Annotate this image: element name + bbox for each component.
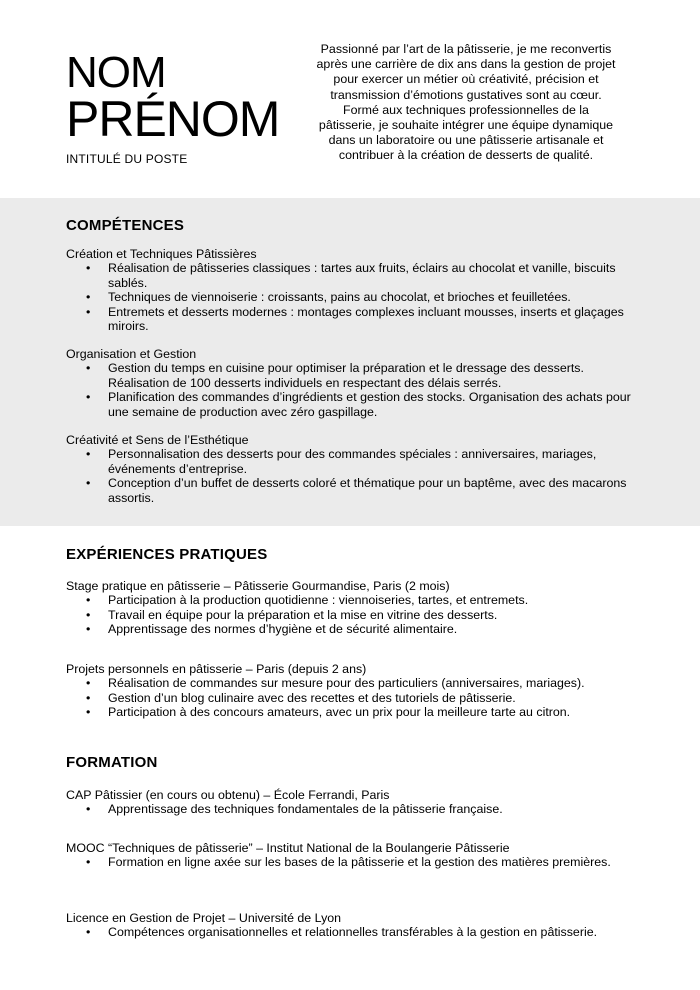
formation-group xyxy=(66,911,646,940)
experience-group-title: Stage pratique en pâtisserie – Pâtisserie Gourmandise, Paris (2 mois) xyxy=(66,579,450,593)
competence-group xyxy=(66,247,646,333)
formation-list xyxy=(66,855,646,869)
competence-list xyxy=(66,361,646,419)
formation-list xyxy=(66,925,646,939)
experience-group-title: Projets personnels en pâtisserie – Paris (depuis 2 ans) xyxy=(66,662,367,676)
list-item: • Personnalisation des desserts pour des commandes spéciales : anniversaires, mariages, événements d’entreprise. xyxy=(66,447,646,476)
list-item: • Techniques de viennoiserie : croissants, pains au chocolat, et brioches et feuilletées. xyxy=(66,290,646,304)
competence-list xyxy=(66,447,646,505)
list-item: • Formation en ligne axée sur les bases de la pâtisserie et la gestion des matières premières. xyxy=(66,855,646,869)
list-item: • Planification des commandes d’ingrédients et gestion des stocks. Organisation des achats pour une semaine de production avec zéro gaspillage. xyxy=(66,390,646,419)
experience-group xyxy=(66,579,646,637)
competences-title: COMPÉTENCES xyxy=(66,217,185,234)
list-item: • Réalisation de pâtisseries classiques : tartes aux fruits, éclairs au chocolat et vanille, biscuits sablés. xyxy=(66,261,646,290)
formation-group-title: Licence en Gestion de Projet – Université de Lyon xyxy=(66,911,342,925)
competence-list xyxy=(66,261,646,333)
list-item: • Réalisation de commandes sur mesure pour des particuliers (anniversaires, mariages). xyxy=(66,676,646,690)
list-item: • Conception d’un buffet de desserts coloré et thématique pour un baptême, avec des macarons assortis. xyxy=(66,476,646,505)
experience-group xyxy=(66,662,646,720)
formation-group-title: CAP Pâtissier (en cours ou obtenu) – École Ferrandi, Paris xyxy=(66,788,390,802)
experience-list xyxy=(66,676,646,719)
formation-group-title: MOOC “Techniques de pâtisserie” – Institut National de la Boulangerie Pâtisserie xyxy=(66,841,510,855)
list-item: • Participation à des concours amateurs, avec un prix pour la meilleure tarte au citron. xyxy=(66,705,646,719)
list-item: • Gestion d’un blog culinaire avec des recettes et des tutoriels de pâtisserie. xyxy=(66,691,646,705)
list-item: • Entremets et desserts modernes : montages complexes incluant mousses, inserts et glaçages miroirs. xyxy=(66,305,646,334)
list-item: • Travail en équipe pour la préparation et la mise en vitrine des desserts. xyxy=(66,608,646,622)
list-item: • Apprentissage des normes d’hygiène et de sécurité alimentaire. xyxy=(66,622,646,636)
competence-group-title: Organisation et Gestion xyxy=(66,347,197,361)
competence-group xyxy=(66,433,646,505)
first-name: PRÉNOM xyxy=(66,91,280,147)
formation-list xyxy=(66,802,646,816)
formation-group xyxy=(66,788,646,817)
job-title: INTITULÉ DU POSTE xyxy=(66,152,188,166)
experience-list xyxy=(66,593,646,636)
formation-group xyxy=(66,841,646,870)
competence-group xyxy=(66,347,646,419)
list-item: • Gestion du temps en cuisine pour optimiser la préparation et le dressage des desserts. Réalisation de 100 desserts individuels en respectant des délais serrés. xyxy=(66,361,646,390)
list-item: • Compétences organisationnelles et relationnelles transférables à la gestion en pâtisserie. xyxy=(66,925,646,939)
last-name: NOM xyxy=(66,48,166,97)
experiences-title: EXPÉRIENCES PRATIQUES xyxy=(66,546,268,563)
list-item: • Apprentissage des techniques fondamentales de la pâtisserie française. xyxy=(66,802,646,816)
competence-group-title: Création et Techniques Pâtissières xyxy=(66,247,257,261)
name-block xyxy=(66,48,280,166)
cv-header xyxy=(0,0,700,198)
profile-summary: Passionné par l’art de la pâtisserie, je me reconvertis après une carrière de dix ans dans la gestion de projet pour exercer un métier où créativité, précision et transmission d’émotions gustatives sont au cœur. Formé aux techniques professionnelles de la pâtisserie, je souhaite intégrer une équipe dynamique dans un laboratoire ou une pâtisserie artisanale et contribuer à la création de desserts de qualité. xyxy=(316,42,616,163)
competence-group-title: Créativité et Sens de l’Esthétique xyxy=(66,433,249,447)
formation-title: FORMATION xyxy=(66,754,158,771)
list-item: • Participation à la production quotidienne : viennoiseries, tartes, et entremets. xyxy=(66,593,646,607)
